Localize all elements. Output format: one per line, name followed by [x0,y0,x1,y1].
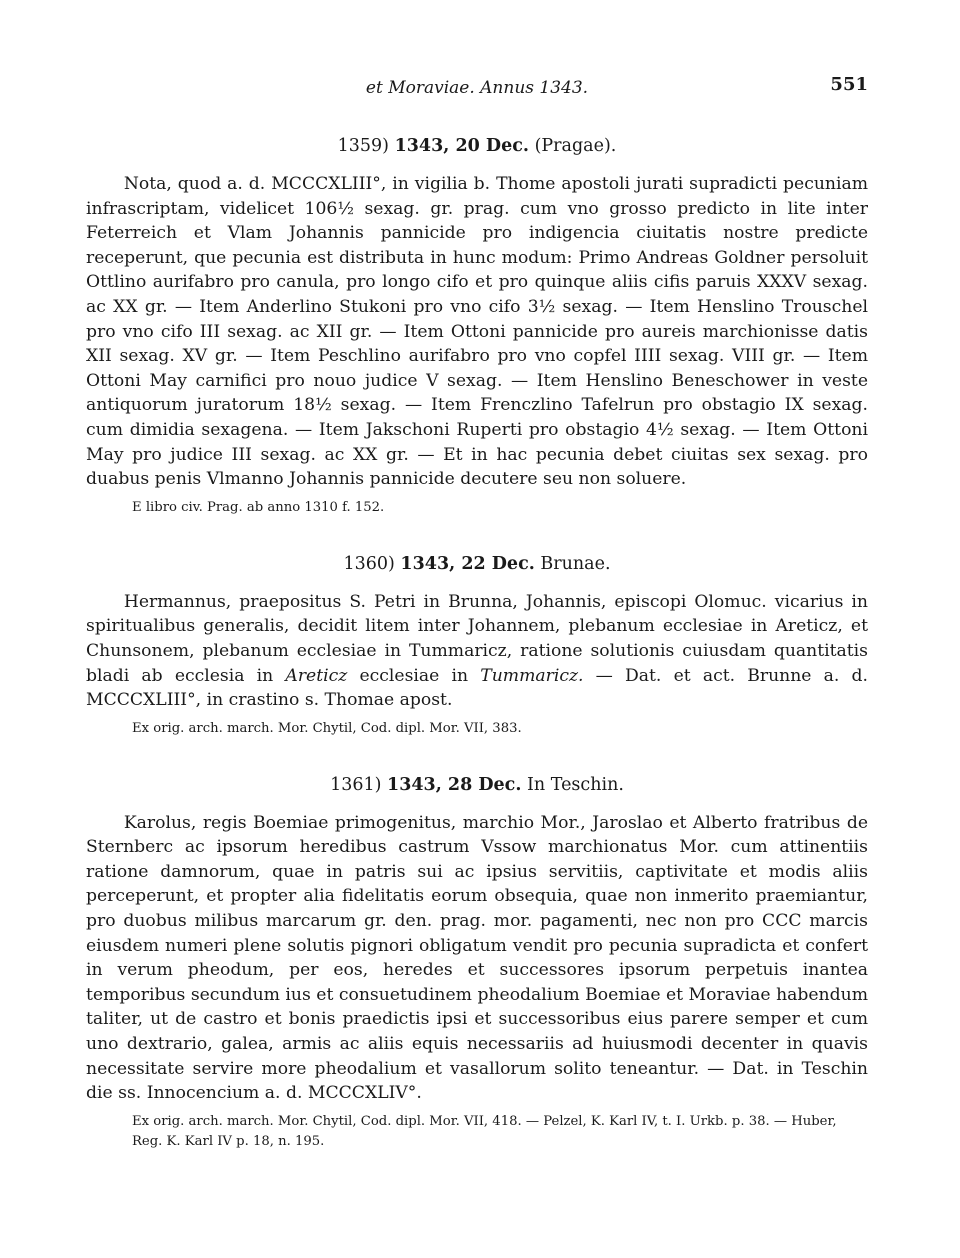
entry-place: (Pragae). [534,136,617,156]
entry-place: In Teschin. [527,774,624,795]
entry-heading [86,554,868,574]
entry-1359 [86,136,868,518]
entry-text-part: ecclesiae in [347,665,481,686]
running-head [86,72,868,112]
running-title: et Moraviae. Annus 1343. [365,78,589,98]
place-name-italic: Tummaricz. [480,665,584,686]
entry-source: Ex orig. arch. march. Mor. Chytil, Cod. dipl. Mor. VII, 383. [132,720,522,736]
entry-number: 1359) [337,136,389,156]
entry-1361 [86,775,868,1152]
page-number: 551 [830,74,868,95]
entry-number: 1360) [343,553,395,574]
entry-heading [86,136,868,156]
place-name-italic: Areticz [285,665,348,686]
entry-text-part: — Dat. et act. Brunne a. d. MCCCXLIII°, in crastino s. Thomae apost. [86,665,868,711]
entry-text [86,590,868,713]
entry-heading [86,775,868,795]
entry-text-part: Hermannus, praepositus S. Petri in Brunna, Johannis, episcopi Olomuc. vicarius in spiritualibus generalis, decidit litem inter Johannem, plebanum ecclesiae in Areticz, et Chunsonem, plebanum ecclesiae in Tummaricz, ratione solutionis cuiusdam quantitatis bladi ab ecclesia in [86,591,868,686]
entry-date: 1343, 22 Dec. [400,553,535,574]
entry-date: 1343, 28 Dec. [387,774,522,795]
entry-source: Ex orig. arch. march. Mor. Chytil, Cod. dipl. Mor. VII, 418. — Pelzel, K. Karl IV, t. I. Urkb. p. 38. — Huber, Reg. K. Karl IV p. 18, n. 195. [132,1113,837,1149]
entry-1360 [86,554,868,739]
entry-number: 1361) [330,774,382,795]
entry-date: 1343, 20 Dec. [394,136,529,156]
entry-text: Karolus, regis Boemiae primogenitus, marchio Mor., Jaroslao et Alberto fratribus de Sternberc ac ipsorum heredibus castrum Vssow marchionatus Mor. cum attinentiis ratione damnorum, quae in patris sui ac ipsius servitiis, captivitate et modis aliis perceperunt, et propter alia fidelitatis eorum obsequia, quae non inmerito praemiantur, pro duobus milibus marcarum gr. den. prag. mor. pagamenti, nec non pro CCC marcis eiusdem numeri plene solutis pignori obligatum vendit pro pecunia supradicta et confert in verum pheodum, per eos, heredes et successores ipsorum perpetuis inantea temporibus secundum ius et consuetudinem pheodalium Boemiae et Moraviae habendum taliter, ut de castro et bonis praedictis ipsi et successoribus eius parere semper et cum uno dextrario, galea, armis ac aliis equis necessariis ad huiusmodi decenter in quavis necessitate servire more pheodalium et vasallorum solito teneantur. — Dat. in Teschin die ss. Innocencium a. d. MCCCXLIV°. [86,812,868,1104]
entry-text: Nota, quod a. d. MCCCXLIII°, in vigilia b. Thome apostoli jurati supradicti pecuniam infrascriptam, videlicet 106½ sexag. gr. prag. cum vno grosso predicto in lite inter Feterreich et Vlam Johannis pannicide pro indigencia ciuitatis nostre predicte receperunt, que pecunia est distributa in hunc modum: Primo Andreas Goldner persoluit Ottlino aurifabro pro canula, pro longo cifo et pro quinque aliis cifis paruis XXXV sexag. ac XX gr. — Item Anderlino Stukoni pro vno cifo 3½ sexag. — Item Henslino Trouschel pro vno cifo III sexag. ac XII gr. — Item Ottoni pannicide pro aureis marchionisse datis XII sexag. XV gr. — Item Peschlino aurifabro pro vno copfel IIII sexag. VIII gr. — Item Ottoni May carnifici pro nouo judice V sexag. — Item Henslino Beneschower in veste antiquorum juratorum 18½ sexag. — Item Frenczlino Tafelrun pro obstagio IX sexag. cum dimidia sexagena. — Item Jakschoni Ruperti pro obstagio 4½ sexag. — Item Ottoni May pro judice III sexag. ac XX gr. — Et in hac pecunia debet ciuitas sex sexag. pro duabus penis Vlmanno Johannis pannicide decutere seu non soluere. [86,174,868,490]
entry-place: Brunae. [540,553,611,574]
entry-source: E libro civ. Prag. ab anno 1310 f. 152. [132,499,385,515]
